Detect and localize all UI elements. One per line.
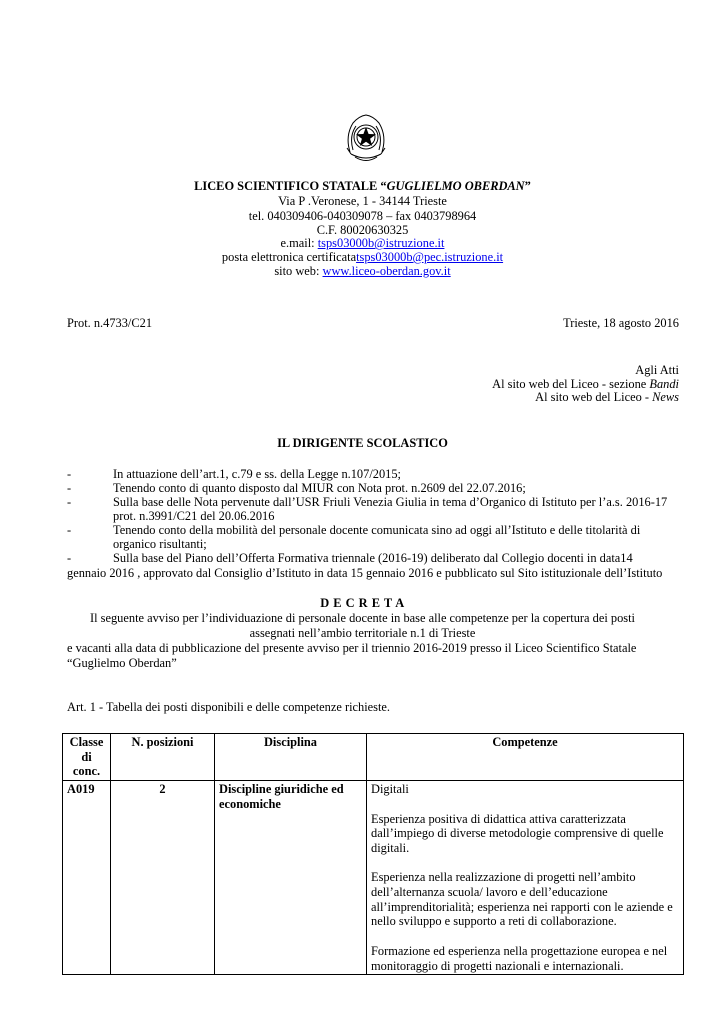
cell-classe: A019 <box>63 781 111 975</box>
header-classe: Classe di conc. <box>63 734 111 781</box>
decree-line-1: Il seguente avviso per l’individuazione di personale docente in base alle competenze per la copertura dei posti <box>90 611 635 625</box>
decree-line-3: e vacanti alla data di pubblicazione del presente avviso per il triennio 2016-2019 presso il Liceo Scientifico Statale <box>67 641 637 655</box>
article-1-heading: Art. 1 - Tabella dei posti disponibili e delle competenze richieste. <box>67 700 391 714</box>
bullet-marker: - <box>67 523 72 537</box>
school-name-prefix: LICEO SCIENTIFICO STATALE “ <box>194 179 387 193</box>
school-web-line <box>0 264 725 279</box>
school-name <box>0 179 725 194</box>
premise-3-line-1: Sulla base delle Nota pervenute dall’USR Friuli Venezia Giulia in tema d’Organico di Istituto per l’a.s. 2016-17 <box>113 495 668 509</box>
email-label: e.mail: <box>280 236 318 250</box>
school-email-line <box>0 236 725 251</box>
premise-5-line-1: Sulla base del Piano dell’Offerta Formativa triennale (2016-19) deliberato dal Collegio docenti in data14 <box>113 551 633 565</box>
italian-republic-emblem-icon <box>343 112 389 166</box>
recipient-line-2-prefix: Al sito web del Liceo - sezione <box>492 377 650 391</box>
header-disciplina: Disciplina <box>215 734 367 781</box>
school-name-suffix: ” <box>524 179 531 193</box>
web-link[interactable]: www.liceo-oberdan.gov.it <box>322 264 451 278</box>
cell-disciplina: Discipline giuridiche ed economiche <box>215 781 367 975</box>
decree-line-4: “Guglielmo Oberdan” <box>67 656 177 670</box>
bullet-marker: - <box>67 481 72 495</box>
table-row <box>63 781 684 975</box>
email-link[interactable]: tsps03000b@istruzione.it <box>317 236 445 250</box>
competence-didactics: Esperienza positiva di didattica attiva caratterizzata dall’impiego di diverse metodologie comprensive di quelle digitali. <box>371 811 664 855</box>
cell-competenze <box>367 781 684 975</box>
decreta-heading: D E C R E T A <box>320 596 405 610</box>
recipient-line-1: Agli Atti <box>635 363 679 377</box>
recipient-line-2-italic: Bandi <box>649 377 679 391</box>
bullet-marker: - <box>67 467 72 481</box>
premise-4-line-1: Tenendo conto della mobilità del personale docente comunicata sino ad oggi all’Istituto e delle titolarità di <box>113 523 641 537</box>
competence-european-projects: Formazione ed esperienza nella progettazione europea e nel monitoraggio di progetti nazionali e internazionali. <box>371 943 668 973</box>
table-header-row <box>63 734 684 781</box>
decree-line-2: assegnati nell’ambio territoriale n.1 di Trieste <box>249 626 476 640</box>
school-name-italic: GUGLIELMO OBERDAN <box>386 179 525 193</box>
pec-label: posta elettronica certificata <box>221 250 357 264</box>
recipient-line-3-prefix: Al sito web del Liceo - <box>535 390 653 404</box>
document-date: Trieste, 18 agosto 2016 <box>563 316 679 330</box>
header-posizioni: N. posizioni <box>111 734 215 781</box>
bullet-marker: - <box>67 551 72 565</box>
protocol-number: Prot. n.4733/C21 <box>67 316 153 330</box>
bullet-marker: - <box>67 495 72 509</box>
competence-alternation: Esperienza nella realizzazione di progetti nell’ambito dell’alternanza scuola/ lavoro e dell’educazione all’imprenditorialità; esperienza nei rapporti con le aziende e nello sviluppo e supporto a reti di collaborazione. <box>371 870 673 929</box>
recipient-line-3 <box>535 390 679 405</box>
premise-4-line-2: organico risultanti; <box>113 537 207 551</box>
school-cf: C.F. 80020630325 <box>316 223 409 237</box>
premise-3-line-2: prot. n.3991/C21 del 20.06.2016 <box>113 509 275 523</box>
school-phone: tel. 040309406-040309078 – fax 0403798964 <box>248 209 477 223</box>
page-title: IL DIRIGENTE SCOLASTICO <box>277 436 448 450</box>
pec-link[interactable]: tsps03000b@pec.istruzione.it <box>356 250 504 264</box>
header-competenze: Competenze <box>367 734 684 781</box>
premise-5-line-2: gennaio 2016 , approvato dal Consiglio d’Istituto in data 15 gennaio 2016 e pubblicato sul Sito istituzionale dell’Istituto <box>67 566 663 580</box>
premise-1: In attuazione dell’art.1, c.79 e ss. della Legge n.107/2015; <box>113 467 401 481</box>
recipient-line-3-italic: News <box>652 390 679 404</box>
cell-posizioni: 2 <box>111 781 215 975</box>
web-label: sito web: <box>274 264 323 278</box>
premise-2: Tenendo conto di quanto disposto dal MIUR con Nota prot. n.2609 del 22.07.2016; <box>113 481 526 495</box>
posts-table <box>62 733 684 975</box>
school-pec-line <box>0 250 725 265</box>
competence-digital: Digitali <box>371 782 409 797</box>
school-address: Via P .Veronese, 1 - 34144 Trieste <box>278 194 447 208</box>
